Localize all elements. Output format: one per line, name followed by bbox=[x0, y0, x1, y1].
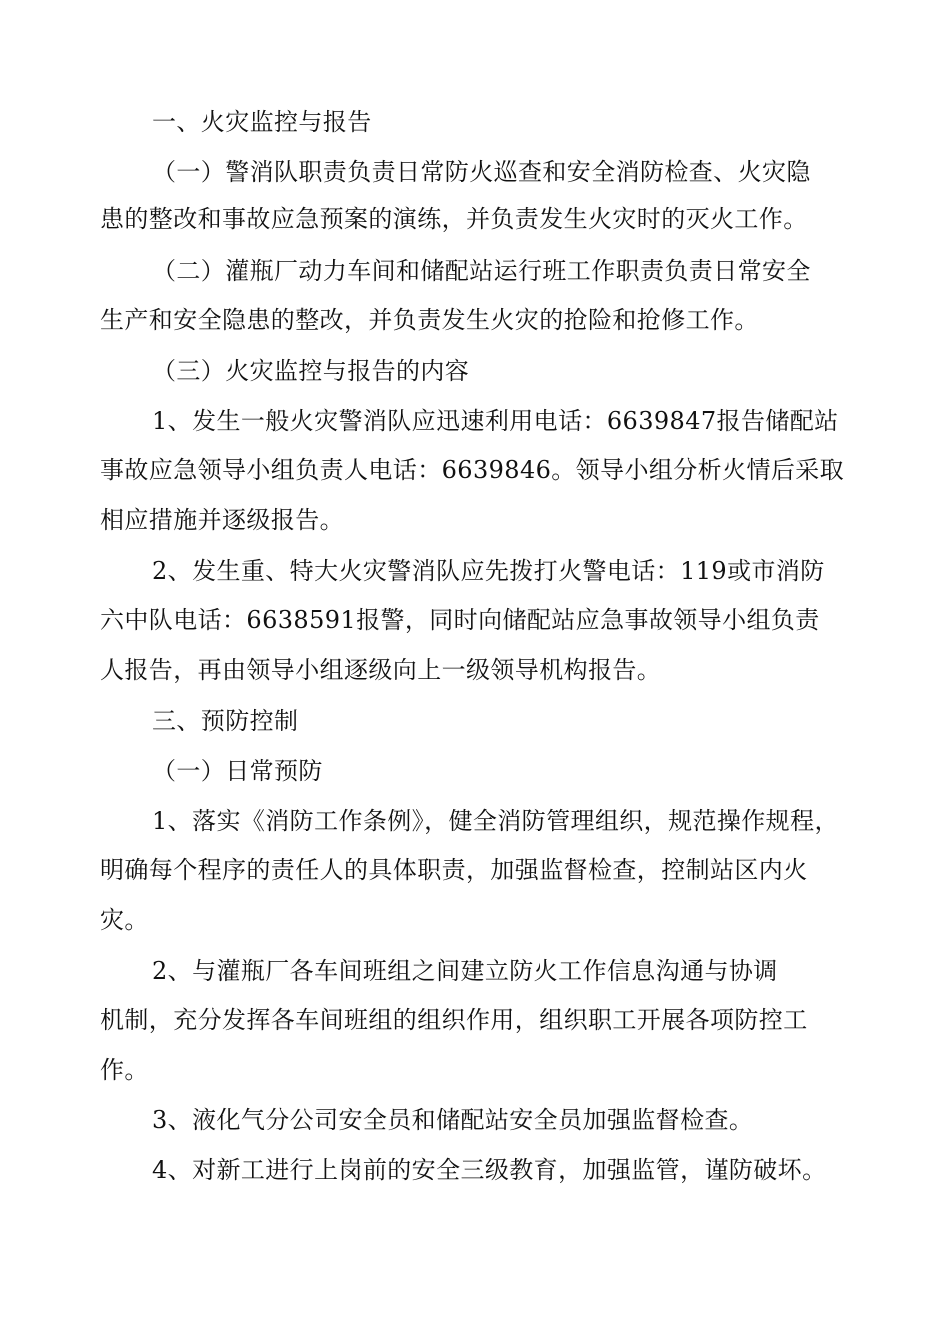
paragraph-line: 3、液化气分公司安全员和储配站安全员加强监督检查。 bbox=[152, 1106, 754, 1134]
paragraph-line: （一）警消队职责负责日常防火巡查和安全消防检查、火灾隐 bbox=[152, 158, 811, 186]
subheading-line: （三）火灾监控与报告的内容 bbox=[152, 357, 470, 385]
heading-fire-monitoring: 一、火灾监控与报告 bbox=[152, 108, 372, 136]
paragraph-line: 机制，充分发挥各车间班组的组织作用，组织职工开展各项防控工 bbox=[100, 1006, 808, 1034]
paragraph-line: （二）灌瓶厂动力车间和储配站运行班工作职责负责日常安全 bbox=[152, 257, 811, 285]
paragraph-line: 2、发生重、特大火灾警消队应先拨打火警电话：119或市消防 bbox=[152, 557, 825, 585]
paragraph-line: 1、落实《消防工作条例》，健全消防管理组织，规范操作规程， bbox=[152, 807, 839, 835]
paragraph-line: 明确每个程序的责任人的具体职责，加强监督检查，控制站区内火 bbox=[100, 856, 808, 884]
paragraph-line: 患的整改和事故应急预案的演练，并负责发生火灾时的灭火工作。 bbox=[100, 205, 808, 233]
paragraph-line: 作。 bbox=[100, 1056, 149, 1084]
subheading-line: （一）日常预防 bbox=[152, 757, 323, 785]
paragraph-line: 1、发生一般火灾警消队应迅速利用电话：6639847报告储配站 bbox=[152, 407, 839, 435]
paragraph-line: 4、对新工进行上岗前的安全三级教育，加强监管，谨防破坏。 bbox=[152, 1156, 827, 1184]
paragraph-line: 六中队电话：6638591报警，同时向储配站应急事故领导小组负责 bbox=[100, 606, 820, 634]
paragraph-line: 2、与灌瓶厂各车间班组之间建立防火工作信息沟通与协调 bbox=[152, 957, 778, 985]
paragraph-line: 事故应急领导小组负责人电话：6639846。领导小组分析火情后采取 bbox=[100, 456, 845, 484]
heading-prevention-control: 三、预防控制 bbox=[152, 707, 299, 735]
paragraph-line: 生产和安全隐患的整改，并负责发生火灾的抢险和抢修工作。 bbox=[100, 306, 759, 334]
paragraph-line: 人报告，再由领导小组逐级向上一级领导机构报告。 bbox=[100, 656, 662, 684]
paragraph-line: 灾。 bbox=[100, 906, 149, 934]
paragraph-line: 相应措施并逐级报告。 bbox=[100, 506, 344, 534]
